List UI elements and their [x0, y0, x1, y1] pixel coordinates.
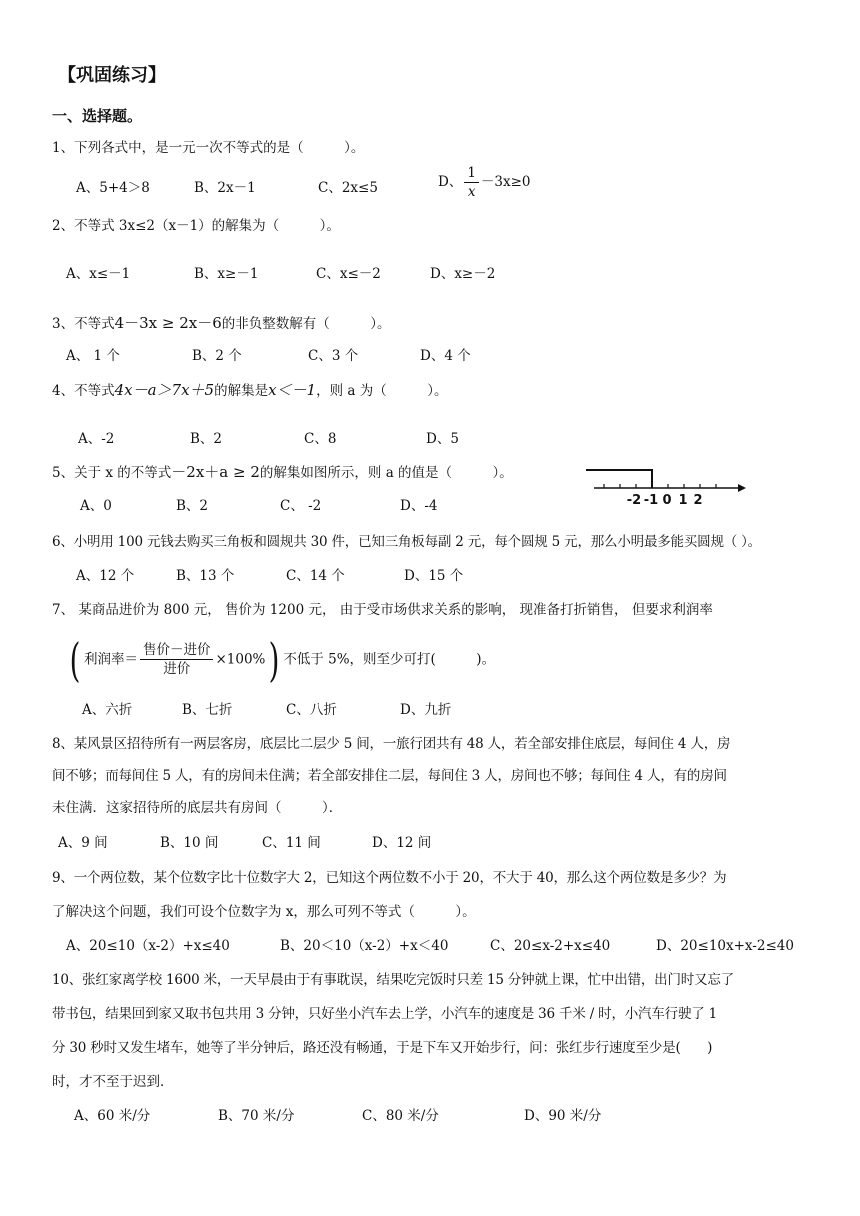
- option-c: C、8: [304, 431, 337, 447]
- right-paren: ): [268, 632, 280, 687]
- question-6-options: [76, 566, 676, 586]
- question-4-mid: 的解集是: [214, 383, 269, 399]
- option-a: A、0: [80, 498, 112, 514]
- option-b: B、2x－1: [194, 180, 256, 196]
- question-10-line-2: 带书包，结果回到家又取书包共用 3 分钟，只好坐小汽车去上学，小汽车的速度是 36 千米 / 时，小汽车行驶了 1: [52, 1006, 718, 1022]
- option-b: B、70 米/分: [218, 1108, 295, 1124]
- option-b: B、2: [190, 431, 223, 447]
- option-b: B、x≥－1: [194, 266, 259, 282]
- question-4-solution: x＜－1: [268, 381, 317, 399]
- option-d: D、九折: [400, 702, 452, 718]
- option-d-prefix: D、: [438, 174, 463, 190]
- option-d: D、15 个: [404, 568, 464, 584]
- left-paren: (: [69, 632, 81, 687]
- number-line-arrow: [738, 484, 746, 492]
- option-d: D、x≥－2: [430, 266, 496, 282]
- question-7: 7、 某商品进价为 800 元， 售价为 1200 元， 由于受市场供求关系的影响， 现准备打折销售， 但要求利润率: [52, 602, 713, 618]
- page-title: 【巩固练习】: [58, 65, 166, 86]
- option-c: C、2x≤5: [318, 180, 378, 196]
- option-c: C、八折: [286, 702, 337, 718]
- question-7-formula-line: [66, 632, 496, 687]
- question-5: [52, 462, 513, 483]
- fraction-numerator: 1: [464, 164, 479, 183]
- solution-bracket: [586, 470, 652, 488]
- option-c: C、14 个: [286, 568, 345, 584]
- question-1-options: [76, 165, 676, 200]
- tick-label: -1: [643, 493, 659, 508]
- question-7-suffix: 不低于 5%，则至少可打( )。: [283, 651, 496, 668]
- question-9-line-2: 了解决这个问题，我们可设个位数字为 x，那么可列不等式（ ）。: [52, 904, 476, 920]
- option-a: A、9 间: [58, 835, 108, 851]
- option-b: B、10 间: [160, 835, 219, 851]
- formula-multiplier: ×100%: [215, 651, 266, 668]
- option-c: C、80 米/分: [362, 1108, 439, 1124]
- question-7-options: [82, 700, 682, 720]
- question-3-suffix: 的非负整数解有（ ）。: [221, 316, 391, 332]
- question-10-line-4: 时，才不至于迟到．: [52, 1074, 174, 1090]
- option-b: B、13 个: [176, 568, 235, 584]
- option-c: C、3 个: [308, 348, 359, 364]
- question-9-options: [66, 936, 826, 956]
- option-a: A、六折: [82, 702, 133, 718]
- section-heading: 一、选择题。: [52, 107, 143, 125]
- number-line-figure: [584, 468, 750, 508]
- tick-label: 2: [693, 493, 703, 508]
- question-10-options: [74, 1106, 674, 1126]
- question-4-suffix: ，则 a 为（ ）。: [316, 383, 448, 399]
- option-a: A、5+4＞8: [76, 180, 150, 196]
- question-5-prefix: 5、关于 x 的不等式: [52, 465, 172, 481]
- option-c: C、20≤x-2+x≤40: [490, 938, 611, 954]
- option-d: D、-4: [400, 498, 438, 514]
- option-a: A、20≤10（x-2）+x≤40: [66, 938, 230, 954]
- option-d: D、20≤10x+x-2≤40: [656, 938, 794, 954]
- question-3-prefix: 3、不等式: [52, 316, 115, 332]
- question-2-options: [66, 264, 666, 284]
- option-d: D、90 米/分: [524, 1108, 602, 1124]
- formula-label: 利润率＝: [83, 651, 138, 668]
- option-a: A、-2: [78, 431, 115, 447]
- question-8-line-1: 8、某风景区招待所有一两层客房，底层比二层少 5 间，一旅行团共有 48 人，若全部安排住底层，每间住 4 人，房: [52, 736, 731, 752]
- question-4-inequality: 4x－a＞7x＋5: [114, 381, 215, 399]
- tick-label: 0: [662, 493, 672, 508]
- option-b: B、2: [176, 498, 209, 514]
- question-2: 2、不等式 3x≤2（x－1）的解集为（ ）。: [52, 218, 340, 234]
- option-d-fraction: [464, 164, 479, 201]
- question-3-options: [66, 346, 666, 366]
- question-10-line-3: 分 30 秒时又发生堵车，她等了半分钟后，路还没有畅通，于是下车又开始步行，问：张红步行速度至少是( ): [52, 1040, 713, 1056]
- question-9-line-1: 9、一个两位数，某个位数字比十位数字大 2，已知这个两位数不小于 20，不大于 40，那么这个两位数是多少？为: [52, 870, 727, 886]
- question-5-suffix: 的解集如图所示，则 a 的值是（ ）。: [259, 465, 513, 481]
- question-4: [52, 380, 448, 401]
- tick-label: -2: [626, 493, 642, 508]
- question-4-prefix: 4、不等式: [52, 383, 115, 399]
- option-d-suffix: －3x≥0: [480, 174, 531, 190]
- option-c: C、 -2: [280, 498, 322, 514]
- option-a: A、x≤－1: [66, 266, 131, 282]
- fraction-denominator: x: [467, 184, 476, 200]
- formula-denominator: 进价: [163, 661, 191, 677]
- option-d: D、5: [426, 431, 459, 447]
- question-5-inequality: －2x＋a ≥ 2: [171, 463, 260, 481]
- option-b: B、七折: [182, 702, 233, 718]
- question-8-line-3: 未住满．这家招待所的底层共有房间（ ）．: [52, 800, 343, 816]
- option-d: [438, 164, 531, 201]
- formula-fraction: [140, 641, 214, 678]
- question-8-line-2: 间不够；而每间住 5 人，有的房间未住满；若全部安排住二层，每间住 3 人，房间也不够；每间住 4 人，有的房间: [52, 768, 727, 784]
- question-8-options: [58, 833, 658, 853]
- option-c: C、11 间: [262, 835, 321, 851]
- question-4-options: [78, 429, 678, 449]
- question-6: 6、小明用 100 元钱去购买三角板和圆规共 30 件，已知三角板每副 2 元，每个圆规 5 元，那么小明最多能买圆规（ ）。: [52, 534, 761, 550]
- option-d: D、4 个: [420, 348, 471, 364]
- question-5-options: [80, 496, 520, 516]
- formula-numerator: 售价－进价: [140, 641, 214, 660]
- tick-label: 1: [678, 493, 688, 508]
- option-c: C、x≤－2: [316, 266, 381, 282]
- option-b: B、20＜10（x-2）+x＜40: [280, 938, 449, 954]
- option-a: A、 1 个: [66, 348, 120, 364]
- question-3-inequality: 4－3x ≥ 2x－6: [114, 314, 222, 332]
- question-1: 1、下列各式中，是一元一次不等式的是（ ）。: [52, 140, 365, 156]
- option-b: B、2 个: [192, 348, 242, 364]
- question-3: [52, 313, 391, 334]
- option-a: A、12 个: [76, 568, 135, 584]
- option-a: A、60 米/分: [74, 1108, 151, 1124]
- question-10-line-1: 10、张红家离学校 1600 米，一天早晨由于有事耽误，结果吃完饭时只差 15 分钟就上课，忙中出错，出门时又忘了: [52, 972, 734, 988]
- option-d: D、12 间: [372, 835, 432, 851]
